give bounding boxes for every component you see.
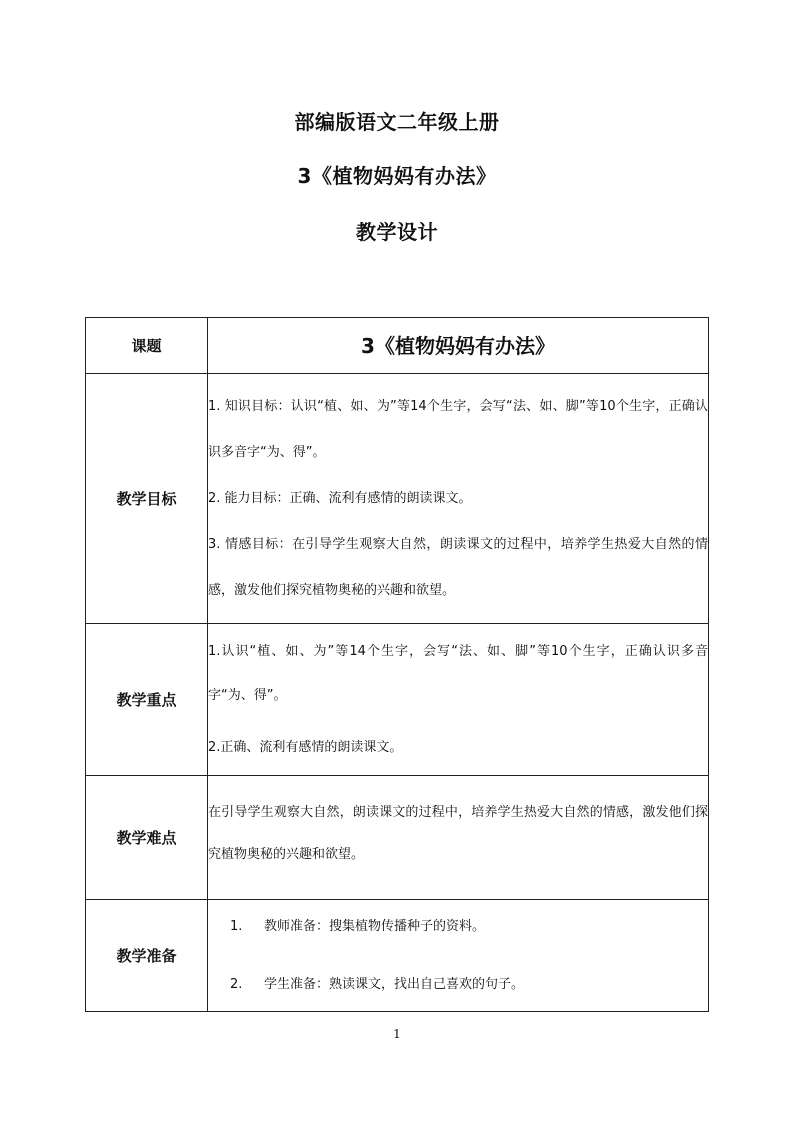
difficulties-text: 在引导学生观察大自然，朗读课文的过程中，培养学生热爱大自然的情感，激发他们探究植物奥秘的兴趣和欲望。 [208,805,708,862]
objective-item: 3. 情感目标：在引导学生观察大自然，朗读课文的过程中，培养学生热爱大自然的情感，激发他们探究植物奥秘的兴趣和欲望。 [208,536,708,598]
topic-value: 3《植物妈妈有办法》 [361,333,555,358]
topic-cell [208,318,709,374]
document-subtitle: 教学设计 [356,220,438,244]
list-number: 2. [230,976,243,992]
table-row-preparation [86,900,709,1012]
objectives-label: 教学目标 [86,374,208,624]
table-row-difficulties [86,776,709,900]
table-row-topic [86,318,709,374]
list-item [230,917,708,937]
preparation-list [208,917,708,995]
difficulties-cell [208,776,709,900]
list-number: 1. [230,918,243,934]
lesson-title: 3《植物妈妈有办法》 [297,164,497,188]
difficulties-label: 教学难点 [86,776,208,900]
objective-item: 2. 能力目标：正确、流利有感情的朗读课文。 [208,490,472,506]
key-points-label: 教学重点 [86,624,208,776]
objectives-cell [208,374,709,624]
list-item [230,975,708,995]
preparation-label: 教学准备 [86,900,208,1012]
table-row-key-points [86,624,709,776]
table-row-objectives [86,374,709,624]
preparation-cell [208,900,709,1012]
objective-item: 1. 知识目标：认识“植、如、为”等14个生字，会写“法、如、脚”等10个生字，正确认识多音字“为、得”。 [208,398,708,460]
list-text: 学生准备：熟读课文，找出自己喜欢的句子。 [264,976,525,992]
list-text: 教师准备：搜集植物传播种子的资料。 [264,918,486,934]
lesson-plan-table [85,317,709,1012]
page-number: 1 [393,1027,401,1041]
topic-label: 课题 [86,318,208,374]
key-points-cell [208,624,709,776]
document-title: 部编版语文二年级上册 [294,110,500,134]
key-point-item: 2.正确、流利有感情的朗读课文。 [208,739,403,755]
key-point-item: 1.认识“植、如、为”等14个生字，会写“法、如、脚”等10个生字，正确认识多音字“为、得”。 [208,643,708,703]
